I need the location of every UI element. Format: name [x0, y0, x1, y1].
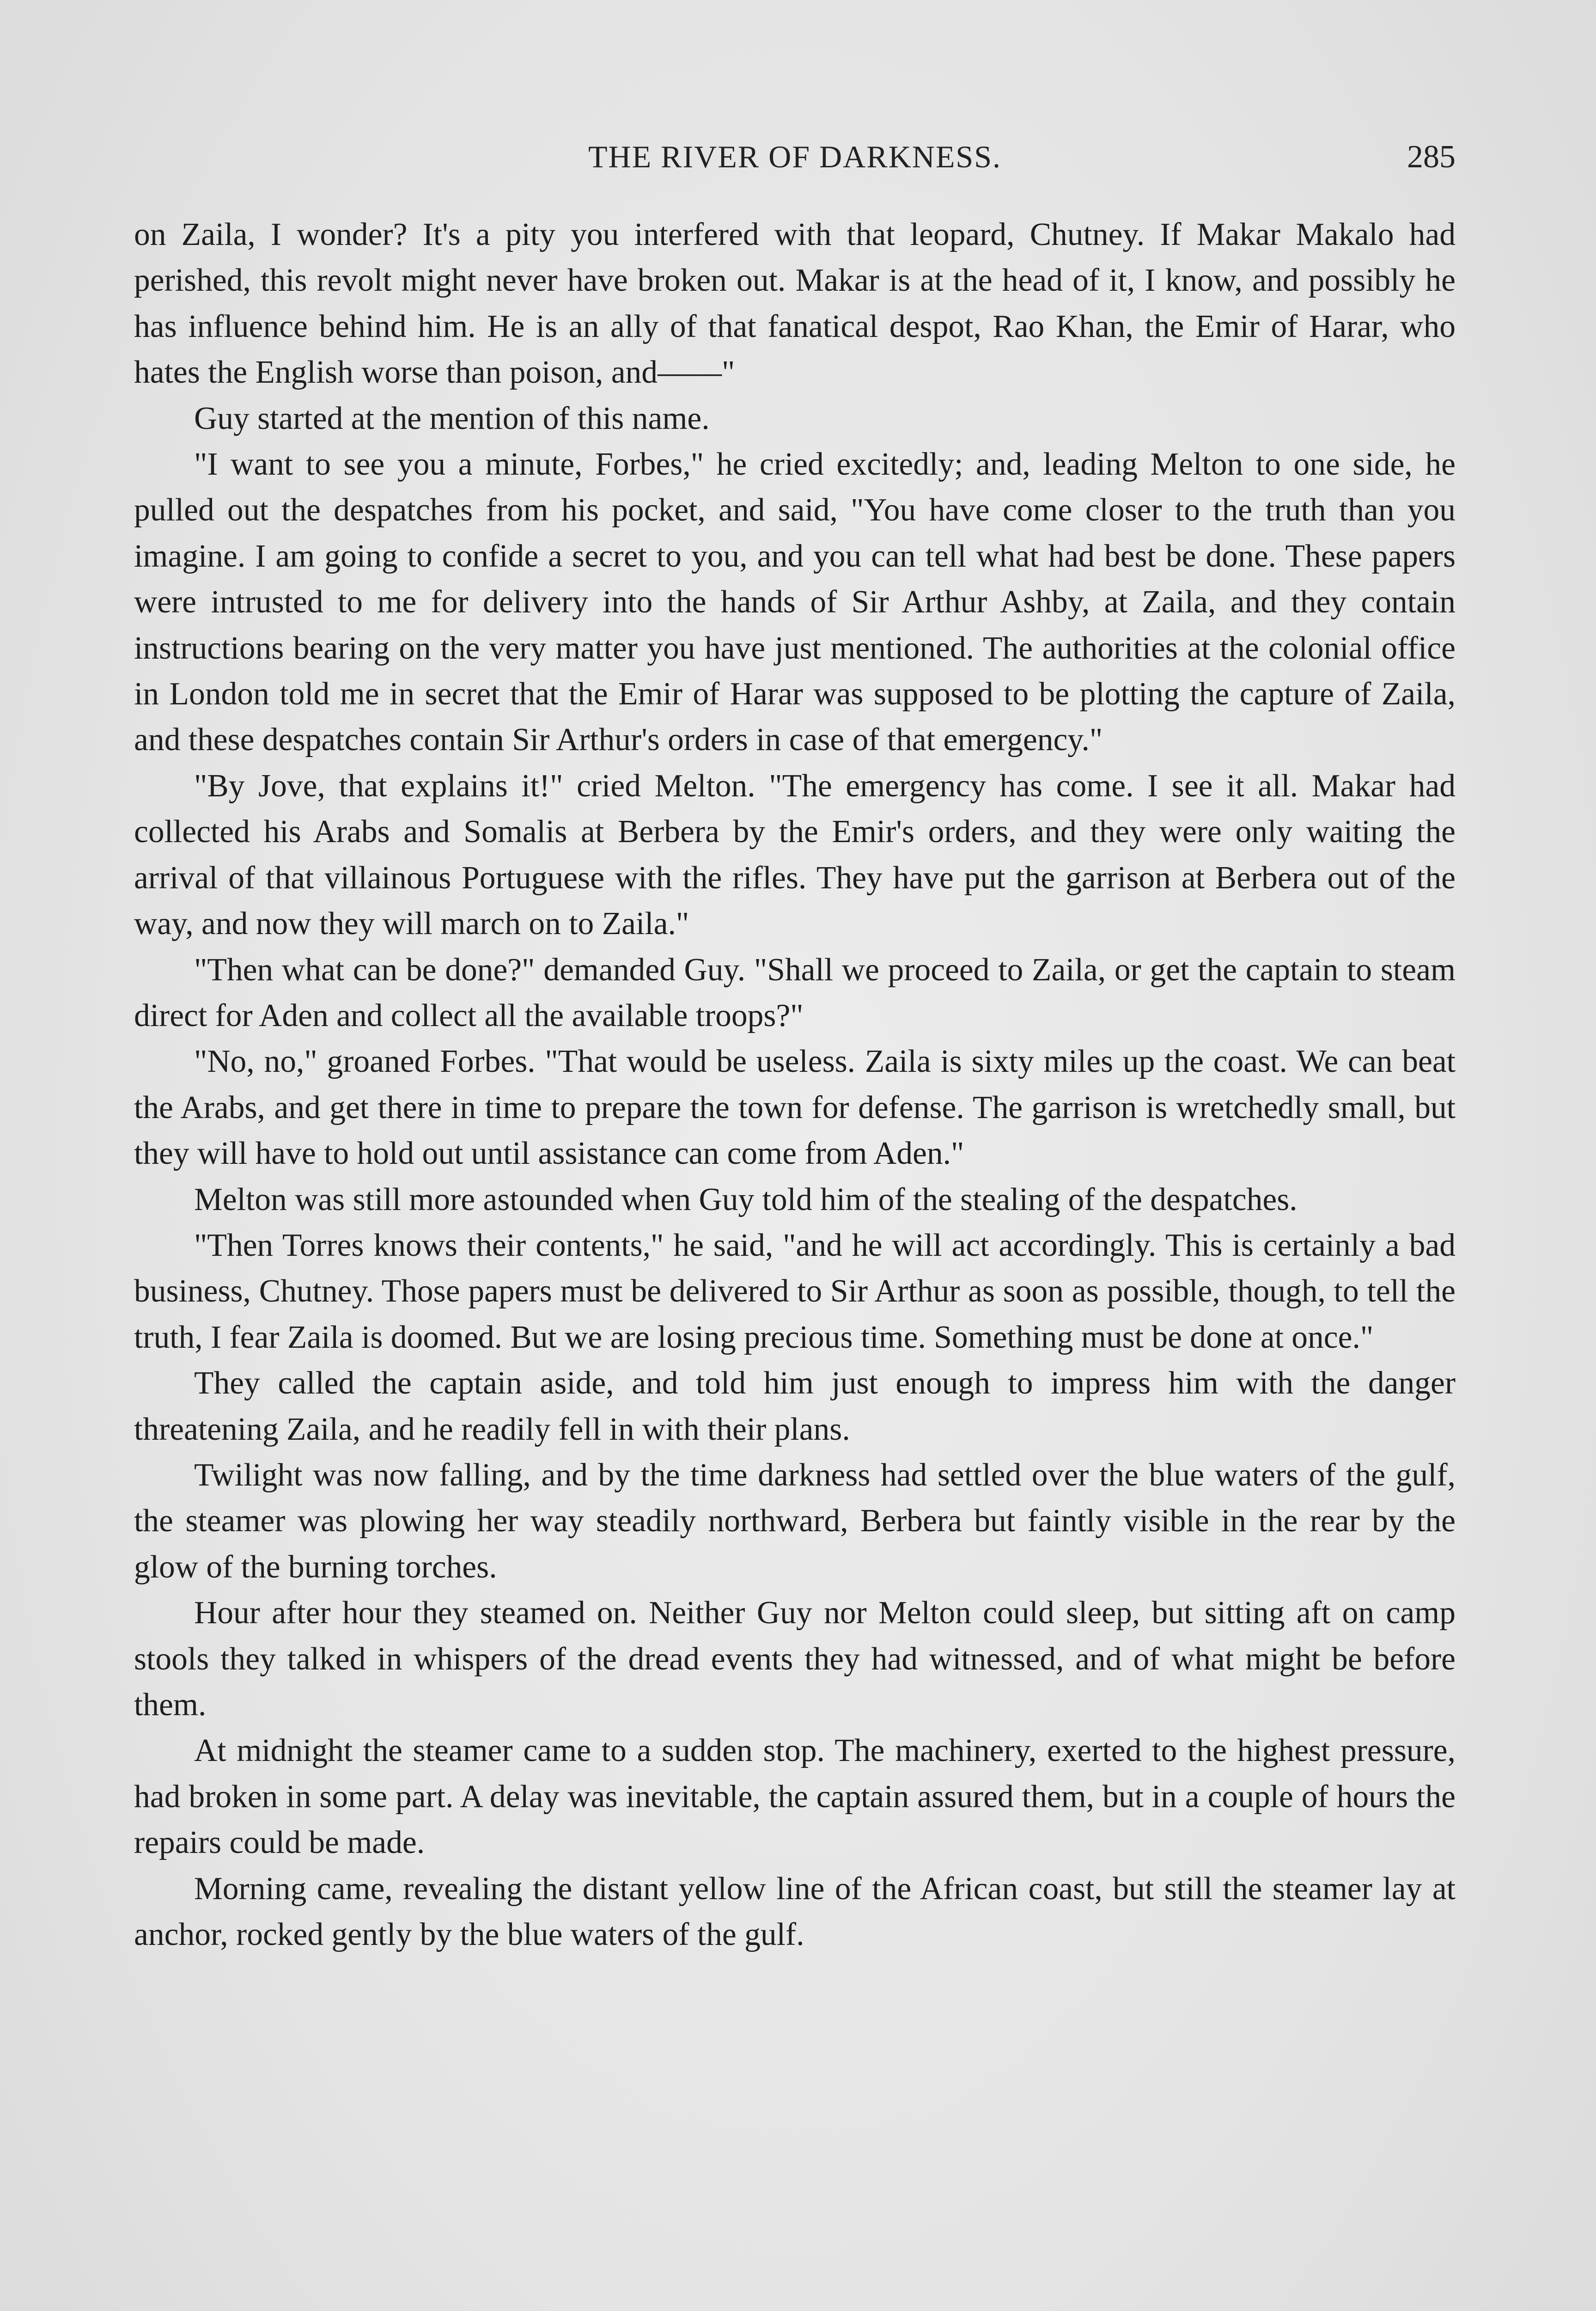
paragraph: "I want to see you a minute, Forbes," he cried excitedly; and, leading Melton to one side, he pulled out the despatches from his pocket, and said, "You have come closer to the truth than you imagine. I am going to confide a secret to you, and you can tell what had best be done. These papers were intrusted to me for delivery into the hands of Sir Arthur Ashby, at Zaila, and they contain instructions bearing on the very matter you have just mentioned. The authorities at the colonial office in London told me in secret that the Emir of Harar was supposed to be plotting the capture of Zaila, and these despatches contain Sir Arthur's orders in case of that emergency."	[134, 446, 1456, 758]
running-head: THE RIVER OF DARKNESS.	[588, 139, 1002, 174]
page-header	[134, 139, 1456, 190]
paragraph: Melton was still more astounded when Guy told him of the stealing of the despatches.	[194, 1181, 1298, 1217]
body-text	[134, 212, 1456, 1957]
paragraph: At midnight the steamer came to a sudden stop. The machinery, exerted to the highest pressure, had broken in some part. A delay was inevitable, the captain assured them, but in a couple of hours the repairs could be made.	[134, 1733, 1456, 1861]
paragraph: "Then what can be done?" demanded Guy. "Shall we proceed to Zaila, or get the captain to steam direct for Aden and collect all the available troops?"	[134, 952, 1456, 1033]
paragraph: "By Jove, that explains it!" cried Melton. "The emergency has come. I see it all. Makar had collected his Arabs and Somalis at Berbera by the Emir's orders, and they were only waiting the arrival of that villainous Portuguese with the rifles. They have put the garrison at Berbera out of the way, and now they will march on to Zaila."	[134, 768, 1456, 942]
paragraph: Twilight was now falling, and by the time darkness had settled over the blue waters of the gulf, the steamer was plowing her way steadily northward, Berbera but faintly visible in the rear by the glow of the burning torches.	[134, 1457, 1456, 1585]
paragraph: "Then Torres knows their contents," he said, "and he will act accordingly. This is certainly a bad business, Chutney. Those papers must be delivered to Sir Arthur as soon as possible, though, to tell the truth, I fear Zaila is doomed. But we are losing precious time. Something must be done at once."	[134, 1227, 1456, 1355]
page-number: 285	[1407, 139, 1456, 175]
paragraph: "No, no," groaned Forbes. "That would be useless. Zaila is sixty miles up the coast. We can beat the Arabs, and get there in time to prepare the town for defense. The garrison is wretchedly small, but they will have to hold out until assistance can come from Aden."	[134, 1044, 1456, 1172]
paragraph: Morning came, revealing the distant yellow line of the African coast, but still the steamer lay at anchor, rocked gently by the blue waters of the gulf.	[134, 1871, 1456, 1953]
paragraph: Guy started at the mention of this name.	[194, 400, 710, 436]
paragraph: Hour after hour they steamed on. Neither Guy nor Melton could sleep, but sitting aft on camp stools they talked in whispers of the dread events they had witnessed, and of what might be before them.	[134, 1595, 1456, 1723]
paragraph: on Zaila, I wonder? It's a pity you interfered with that leopard, Chutney. If Makar Makalo had perished, this revolt might never have broken out. Makar is at the head of it, I know, and possibly he has influence behind him. He is an ally of that fanatical despot, Rao Khan, the Emir of Harar, who hates the English worse than poison, and——"	[134, 217, 1456, 391]
paragraph: They called the captain aside, and told him just enough to impress him with the danger threatening Zaila, and he readily fell in with their plans.	[134, 1365, 1456, 1447]
